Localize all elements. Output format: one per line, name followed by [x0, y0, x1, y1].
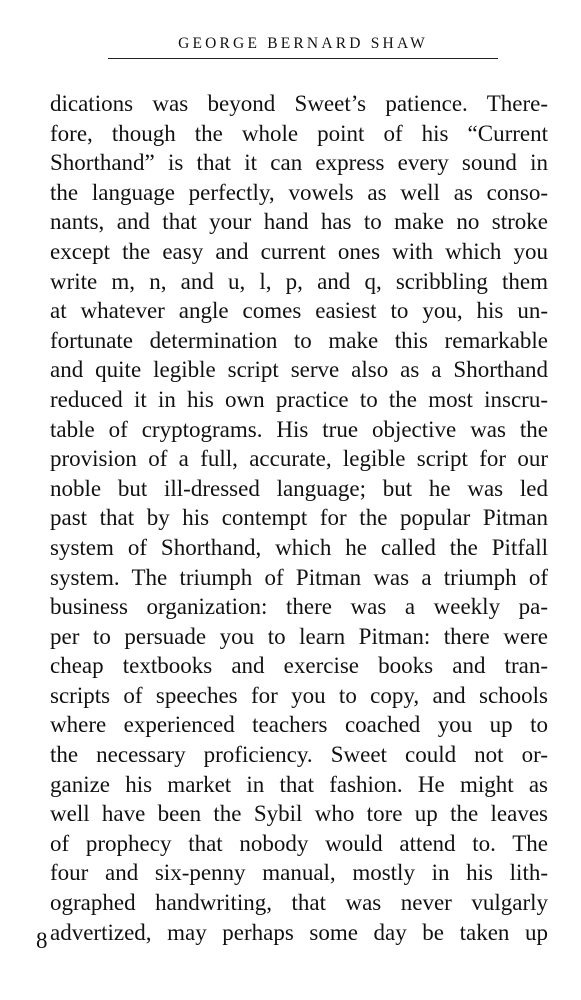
text-line: scripts of speeches for you to copy, and schools: [50, 682, 548, 708]
text-line: fortunate determination to make this remarkable: [50, 327, 548, 353]
text-line: where experienced teachers coached you up to: [50, 712, 548, 738]
text-line: cheap textbooks and exercise books and tran-: [50, 653, 548, 679]
text-line: dications was beyond Sweet’s patience. There-: [50, 91, 548, 116]
text-line: the language perfectly, vowels as well as conso-: [50, 179, 548, 205]
text-line: advertized, may perhaps some day be taken up: [50, 919, 548, 945]
running-head: GEORGE BERNARD SHAW: [178, 35, 428, 52]
page-number: 8: [36, 928, 48, 953]
text-line: past that by his contempt for the popular Pitman: [50, 505, 548, 531]
text-line: and quite legible script serve also as a Shorthand: [50, 357, 548, 383]
text-line: per to persuade you to learn Pitman: there were: [50, 623, 548, 649]
text-line: four and six-penny manual, mostly in his lith-: [50, 860, 548, 886]
text-line: nants, and that your hand has to make no stroke: [50, 209, 548, 235]
text-line: fore, though the whole point of his “Current: [50, 120, 548, 146]
body-text: [50, 89, 548, 947]
text-line: business organization: there was a weekly pa-: [50, 594, 548, 620]
text-line: system of Shorthand, which he called the Pitfall: [50, 534, 548, 560]
text-line: system. The triumph of Pitman was a triumph of: [50, 564, 548, 590]
text-line: provision of a full, accurate, legible script for our: [50, 446, 548, 472]
text-line: of prophecy that nobody would attend to. The: [50, 830, 548, 856]
text-line: noble but ill-dressed language; but he was led: [50, 475, 548, 501]
text-line: reduced it in his own practice to the most inscru-: [50, 386, 548, 412]
header-rule: [108, 58, 498, 59]
text-line: at whatever angle comes easiest to you, his un-: [50, 298, 548, 324]
text-line: write m, n, and u, l, p, and q, scribbling them: [50, 268, 548, 294]
text-line: ographed handwriting, that was never vulgarly: [50, 890, 548, 916]
text-line: table of cryptograms. His true objective was the: [50, 416, 548, 442]
text-line: Shorthand” is that it can express every sound in: [50, 150, 548, 176]
text-line: well have been the Sybil who tore up the leaves: [50, 801, 548, 827]
text-line: except the easy and current ones with which you: [50, 238, 548, 264]
text-line: the necessary proficiency. Sweet could not or-: [50, 742, 548, 768]
text-line: ganize his market in that fashion. He might as: [50, 771, 548, 797]
